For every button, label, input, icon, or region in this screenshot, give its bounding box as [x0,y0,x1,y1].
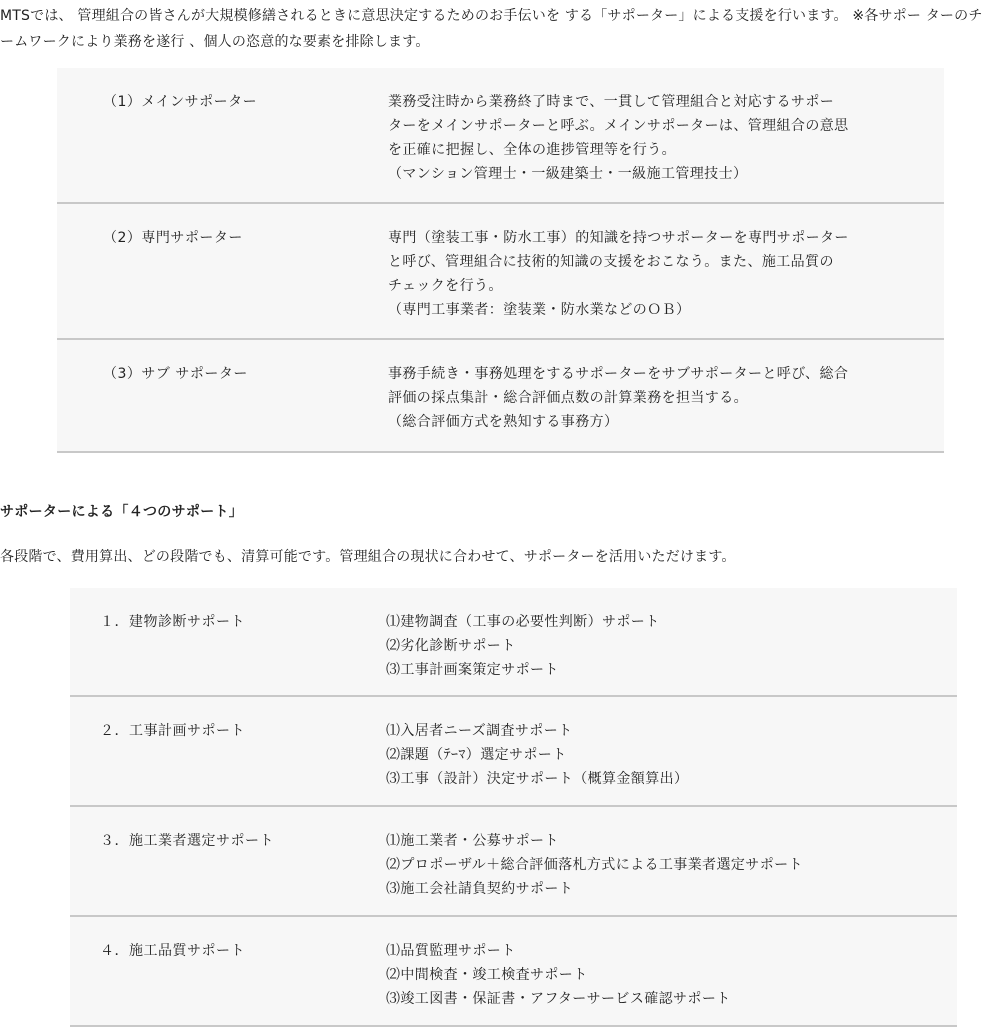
support-items [386,610,946,682]
description-line: ターをメインサポーターと呼ぶ。メインサポーターは、管理組合の意思 [388,118,849,134]
support-item: ⑵課題（ﾃｰﾏ）選定サポート [386,747,567,763]
supporter-label: （1）メインサポーター [103,94,258,110]
table-row [70,807,957,917]
table-row [70,588,957,697]
table-row [57,204,944,340]
supporter-label: （3）サブ サポーター [103,366,248,382]
description-line: 事務手続き・事務処理をするサポーターをサブサポーターと呼び、総合 [388,366,849,382]
section-heading: サポーターによる「４つのサポート」 [0,504,244,520]
support-item: ⑵プロポーザル＋総合評価落札方式による工事業者選定サポート [386,857,803,873]
supporter-description [388,362,928,434]
support-item: ⑶工事計画案策定サポート [386,662,559,678]
description-line: を正確に把握し、全体の進捗管理等を行う。 [388,142,676,158]
supporter-description [388,90,928,186]
support-item: ⑶竣工図書・保証書・アフターサービス確認サポート [386,991,731,1007]
description-line: （総合評価方式を熟知する事務方） [388,414,619,430]
table-row [70,917,957,1027]
support-item: ⑴品質監理サポート [386,943,516,959]
table-row [57,68,944,204]
description-line: （マンション管理士・一級建築士・一級施工管理技士） [388,166,748,182]
support-item: ⑵劣化診断サポート [386,638,516,654]
support-item: ⑴建物調査（工事の必要性判断）サポート [386,614,660,630]
description-line: 評価の採点集計・総合評価点数の計算業務を担当する。 [388,390,748,406]
support-item: ⑶施工会社請負契約サポート [386,881,574,897]
section-lead: 各段階で、費用算出、どの段階でも、清算可能です。管理組合の現状に合わせて、サポーターを活用いただけます。 [0,549,736,565]
support-label: １．建物診断サポート [100,614,245,630]
table-row [70,697,957,807]
supporter-label: （2）専門サポーター [103,230,243,246]
description-line: 業務受注時から業務終了時まで、一貫して管理組合と対応するサポー [388,94,835,110]
description-line: （専門工事業者：塗装業・防水業などのＯＢ） [388,302,691,318]
intro-paragraph: MTSでは、 管理組合の皆さんが大規模修繕されるときに意思決定するためのお手伝いを する「サポーター」による支援を行います。 ※各サポー ターのチームワークにより業務を遂行 、個人の恣意的な要素を排除します。 [0,8,983,50]
supporter-description [388,226,928,322]
support-label: ２．工事計画サポート [100,723,245,739]
support-item: ⑴入居者ニーズ調査サポート [386,723,573,739]
support-item: ⑶工事（設計）決定サポート（概算金額算出） [386,771,689,787]
table-row [57,340,944,453]
description-line: と呼び、管理組合に技術的知識の支援をおこなう。また、施工品質の [388,254,834,270]
support-item: ⑴施工業者・公募サポート [386,833,559,849]
support-items [386,829,946,901]
support-item: ⑵中間検査・竣工検査サポート [386,967,588,983]
description-line: 専門（塗装工事・防水工事）的知識を持つサポーターを専門サポーター [388,230,849,246]
support-table [70,588,957,1027]
supporters-table [57,68,944,453]
support-label: ４．施工品質サポート [100,943,245,959]
description-line: チェックを行う。 [388,278,503,294]
support-items [386,939,946,1011]
support-label: ３．施工業者選定サポート [100,833,274,849]
support-items [386,719,946,791]
